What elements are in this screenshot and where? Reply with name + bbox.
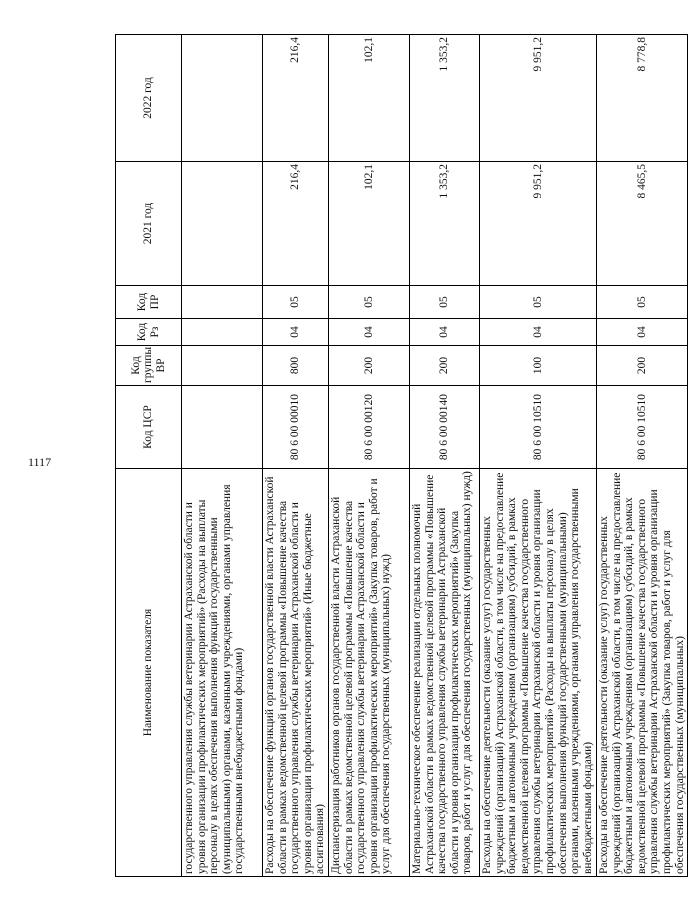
row-rz: 04: [479, 319, 596, 346]
row-vr: 200: [328, 346, 409, 386]
row-name: Расходы на обеспечение функций органов государственной власти Астраханской области в рамках ведомственной целевой программы «Повышение качества государственного управления службы ветеринарии Астраханской области и уровня организации профилактических мероприятий» (Иные бюджетные ассигнования): [263, 469, 329, 877]
row-pr: 05: [263, 286, 329, 319]
header-pr: Код ПР: [116, 286, 182, 319]
page-number: 1117: [28, 455, 52, 469]
row-2021: [182, 162, 263, 286]
header-rz: Код Рз: [116, 319, 182, 346]
row-pr: 05: [479, 286, 596, 319]
row-csr: 80 6 00 10510: [596, 386, 687, 469]
table-row: [328, 35, 409, 877]
table-row: [596, 35, 687, 877]
row-name: государственного управления службы ветеринарии Астраханской области и уровня организации профилактических мероприятий» (Расходы на выплаты персоналу в целях обеспечения выполнения функций государственными (муниципальными) органами, казенными учреждениями, органами управления государственными внебюджетными фондами): [182, 469, 263, 877]
row-rz: 04: [263, 319, 329, 346]
row-vr: [182, 346, 263, 386]
row-vr: 800: [263, 346, 329, 386]
row-2022: 216,4: [263, 35, 329, 162]
row-rz: 04: [596, 319, 687, 346]
row-rz: [182, 319, 263, 346]
table-row: [263, 35, 329, 877]
row-2022: 8 778,8: [596, 35, 687, 162]
row-csr: 80 6 00 10510: [479, 386, 596, 469]
row-2022: [182, 35, 263, 162]
header-2022: 2022 год: [116, 35, 182, 162]
row-rz: 04: [409, 319, 479, 346]
row-vr: 100: [479, 346, 596, 386]
row-2021: 216,4: [263, 162, 329, 286]
row-name: Диспансеризация работников органов государственной власти Астраханской области в рамках ведомственной целевой программы «Повышение качества государственного управления службы ветеринарии Астраханской области и уровня организации профилактических мероприятий» (Закупка товаров, работ и услуг для обеспечения государственных (муниципальных) нужд): [328, 469, 409, 877]
row-csr: 80 6 00 00120: [328, 386, 409, 469]
row-name: Материально-техническое обеспечение реализации отдельных полномочий Астраханской области в рамках ведомственной целевой программы «Повышение качества государственного управления службы ветеринарии Астраханской области и уровня организации профилактических мероприятий» (Закупка товаров, работ и услуг для обеспечения государственных (муниципальных) нужд): [409, 469, 479, 877]
header-2021: 2021 год: [116, 162, 182, 286]
header-name: Наименование показателя: [116, 469, 182, 877]
table-row: [409, 35, 479, 877]
row-vr: 200: [409, 346, 479, 386]
header-row: [116, 35, 182, 877]
row-2022: 9 951,2: [479, 35, 596, 162]
row-2022: 1 353,2: [409, 35, 479, 162]
header-csr: Код ЦСР: [116, 386, 182, 469]
row-pr: [182, 286, 263, 319]
row-vr: 200: [596, 346, 687, 386]
table-row: [479, 35, 596, 877]
row-csr: 80 6 00 00010: [263, 386, 329, 469]
row-2022: 102,1: [328, 35, 409, 162]
row-rz: 04: [328, 319, 409, 346]
row-csr: [182, 386, 263, 469]
row-2021: 9 951,2: [479, 162, 596, 286]
row-2021: 1 353,2: [409, 162, 479, 286]
row-2021: 102,1: [328, 162, 409, 286]
rotated-page: [115, 35, 686, 877]
row-name: Расходы на обеспечение деятельности (оказание услуг) государственных учреждений (организаций) Астраханской области, в том числе на предоставление бюджетным и автономным учреждениям (организациям) субсидий, в рамках ведомственной целевой программы «Повышение качества государственного управления службы ветеринарии Астраханской области и уровня организации профилактических мероприятий» (Расходы на выплаты персоналу в целях обеспечения выполнения функций государственными (муниципальными) органами, казенными учреждениями, органами управления государственными внебюджетными фондами): [479, 469, 596, 877]
table-row: [182, 35, 263, 877]
row-2021: 8 465,5: [596, 162, 687, 286]
row-pr: 05: [409, 286, 479, 319]
row-name: Расходы на обеспечение деятельности (оказание услуг) государственных учреждений (организаций) Астраханской области, в том числе на предоставление бюджетным и автономным учреждениям (организациям) субсидий, в рамках ведомственной целевой программы «Повышение качества государственного управления службы ветеринарии Астраханской области и уровня организации профилактических мероприятий» (Закупка товаров, работ и услуг для обеспечения государственных (муниципальных): [596, 469, 687, 877]
row-pr: 05: [596, 286, 687, 319]
budget-table: [115, 34, 688, 877]
row-pr: 05: [328, 286, 409, 319]
header-vr: Код группы ВР: [116, 346, 182, 386]
row-csr: 80 6 00 00140: [409, 386, 479, 469]
